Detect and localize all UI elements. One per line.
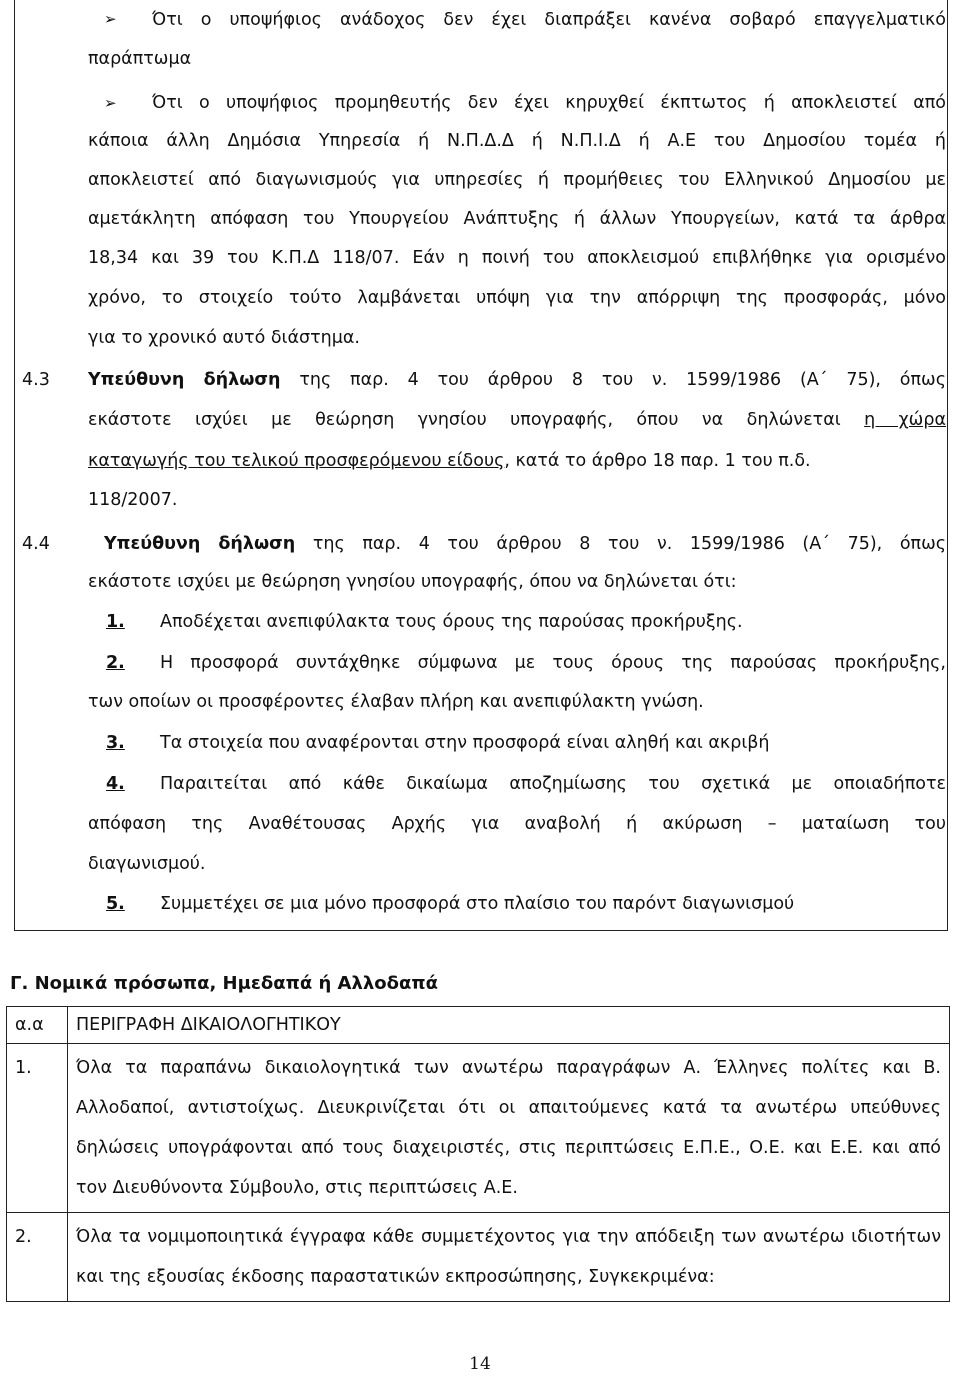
bullet-1-line-1: Ότι ο υποψήφιος ανάδοχος δεν έχει διαπράξει κανένα σοβαρό επαγγελματικό — [152, 10, 946, 30]
point-1-number: 1. — [106, 612, 125, 632]
bullet-2-line-5: 18,34 και 39 του Κ.Π.Δ 118/07. Εάν η ποινή του αποκλεισμού επιβλήθηκε για ορισμένο — [88, 248, 946, 268]
point-5-number: 5. — [106, 894, 125, 914]
point-2-line-1: Η προσφορά συντάχθηκε σύμφωνα με τους όρους της παρούσας προκήρυξης, — [160, 653, 946, 673]
item-4-4-rest: της παρ. 4 του άρθρου 8 του ν. 1599/1986 (Α΄ 75), όπως — [312, 534, 946, 554]
bullet-1-line-2: παράπτωμα — [88, 49, 192, 69]
documents-table — [6, 1006, 950, 1302]
bullet-2-line-1: Ότι ο υποψήφιος προμηθευτής δεν έχει κηρυχθεί έκπτωτος ή αποκλειστεί από — [152, 93, 946, 113]
point-1-text: Αποδέχεται ανεπιφύλακτα τους όρους της παρούσας προκήρυξης. — [160, 612, 743, 632]
point-3-text: Τα στοιχεία που αναφέρονται στην προσφορά είναι αληθή και ακριβή — [160, 733, 770, 753]
table-header-num: α.α — [7, 1007, 68, 1044]
point-2-line-2: των οποίων οι προσφέροντες έλαβαν πλήρη και ανεπιφύλακτη γνώση. — [88, 692, 704, 712]
point-3-number: 3. — [106, 733, 125, 753]
item-4-3-line-1 — [88, 368, 946, 392]
item-4-3-line-2-plain: εκάστοτε ισχύει με θεώρηση γνησίου υπογραφής, όπου να δηλώνεται — [88, 410, 841, 430]
table-row-text: Όλα τα παραπάνω δικαιολογητικά των ανωτέρω παραγράφων Α. Έλληνες πολίτες και Β. Αλλοδαποί, αντιστοίχως. Διευκρινίζεται ότι οι απαιτούμενες κατά τα ανωτέρω υπεύθυνες δηλώσεις υπογράφονται από τους διαχειριστές, στις περιπτώσεις Ε.Π.Ε., Ο.Ε. και Ε.Ε. και από τον Διευθύνοντα Σύμβουλο, στις περιπτώσεις Α.Ε. — [68, 1044, 950, 1213]
item-4-4-line-2: εκάστοτε ισχύει με θεώρηση γνησίου υπογραφής, όπου να δηλώνεται ότι: — [88, 572, 737, 592]
bullet-arrow-icon: ➢ — [104, 94, 117, 112]
item-4-3-line-3-plain: , κατά το άρθρο 18 παρ. 1 του π.δ. — [504, 451, 811, 471]
point-4-line-1: Παραιτείται από κάθε δικαίωμα αποζημίωσης του σχετικά με οποιαδήποτε — [160, 774, 946, 794]
item-4-3-line-2 — [88, 408, 946, 432]
section-g-title: Γ. Νομικά πρόσωπα, Ημεδαπά ή Αλλοδαπά — [10, 973, 438, 994]
bullet-2-line-3: αποκλειστεί από διαγωνισμούς για υπηρεσίες ή προμήθειες του Ελληνικού Δημοσίου με — [88, 170, 946, 190]
point-4-line-3: διαγωνισμού. — [88, 854, 206, 874]
bullet-2-line-6: χρόνο, το στοιχείο τούτο λαμβάνεται υπόψη για την απόρριψη της προσφοράς, μόνο — [88, 288, 946, 308]
point-4-line-2: απόφαση της Αναθέτουσας Αρχής για αναβολή ή ακύρωση – ματαίωση του — [88, 814, 946, 834]
item-4-4-bold: Υπεύθυνη δήλωση — [104, 534, 296, 554]
table-header-row — [7, 1007, 950, 1044]
bullet-2-line-2: κάποια άλλη Δημόσια Υπηρεσία ή Ν.Π.Δ.Δ ή Ν.Π.Ι.Δ ή Α.Ε του Δημοσίου τομέα ή — [88, 131, 946, 151]
item-4-3-bold: Υπεύθυνη δήλωση — [88, 370, 281, 390]
item-4-3-line-2-underlined: η χώρα — [864, 410, 946, 430]
point-2-number: 2. — [106, 653, 125, 673]
table-row-num: 1. — [7, 1044, 68, 1213]
item-4-3-line-4: 118/2007. — [88, 490, 178, 510]
bullet-2-line-4: αμετάκλητη απόφαση του Υπουργείου Ανάπτυξης ή άλλων Υπουργείων, κατά τα άρθρα — [88, 209, 946, 229]
item-4-3-line-3 — [88, 449, 811, 473]
item-4-3-rest: της παρ. 4 του άρθρου 8 του ν. 1599/1986 (Α΄ 75), όπως — [299, 370, 946, 390]
bullet-arrow-icon: ➢ — [104, 10, 117, 28]
item-4-3-number: 4.3 — [22, 370, 50, 390]
point-4-number: 4. — [106, 774, 125, 794]
point-5-text: Συμμετέχει σε μια μόνο προσφορά στο πλαίσιο του παρόντ διαγωνισμού — [160, 894, 795, 914]
item-4-4-line-1 — [104, 532, 946, 556]
item-4-3-line-3-underlined: καταγωγής του τελικού προσφερόμενου είδους — [88, 451, 505, 471]
table-row-text: Όλα τα νομιμοποιητικά έγγραφα κάθε συμμετέχοντος για την απόδειξη των ανωτέρω ιδιοτήτων και της εξουσίας έκδοσης παραστατικών εκπροσώπησης, Συγκεκριμένα: — [68, 1213, 950, 1302]
page-number: 14 — [469, 1354, 491, 1374]
table-row — [7, 1213, 950, 1302]
table-header-desc: ΠΕΡΙΓΡΑΦΗ ΔΙΚΑΙΟΛΟΓΗΤΙΚΟΥ — [68, 1007, 950, 1044]
table-row-num: 2. — [7, 1213, 68, 1302]
table-row — [7, 1044, 950, 1213]
item-4-4-number: 4.4 — [22, 534, 50, 554]
bullet-2-line-7: για το χρονικό αυτό διάστημα. — [88, 328, 360, 348]
